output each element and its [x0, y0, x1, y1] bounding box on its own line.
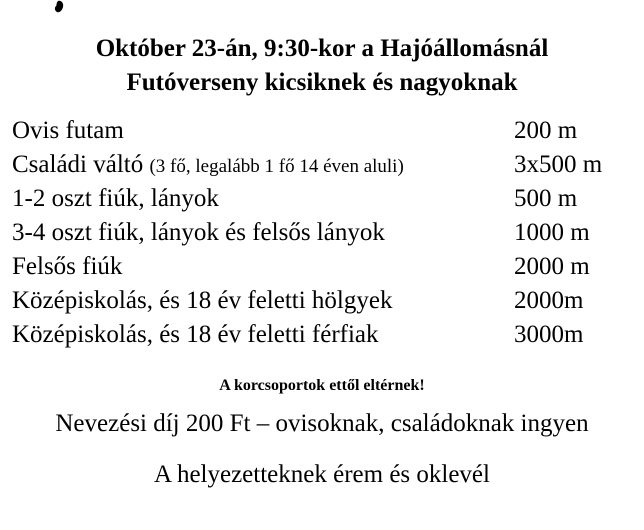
event-distance: 500 m [514, 185, 578, 212]
event-distance: 2000 m [514, 253, 590, 280]
event-row [12, 148, 632, 182]
event-distance: 2000m [514, 287, 584, 314]
event-name-wrap [12, 216, 385, 250]
event-name: Középiskolás, és 18 év feletti hölgyek [12, 287, 393, 314]
events-list [12, 114, 632, 352]
event-distance: 3x500 m [514, 151, 603, 178]
event-distance: 1000 m [514, 219, 590, 246]
ink-blot-icon [52, 0, 66, 14]
event-name: 1-2 oszt fiúk, lányok [12, 185, 219, 212]
age-group-warning: A korcsoportok ettől eltérnek! [219, 377, 425, 394]
event-name: Családi váltó [12, 151, 150, 178]
entry-fee: Nevezési díj 200 Ft – ovisoknak, családoknak ingyen [55, 410, 589, 437]
event-name: 3-4 oszt fiúk, lányok és felsős lányok [12, 219, 385, 246]
event-name: Ovis futam [12, 117, 124, 144]
event-row [12, 318, 632, 352]
title-event: Futóverseny kicsiknek és nagyoknak [126, 69, 518, 96]
event-row [12, 284, 632, 318]
event-distance: 200 m [514, 117, 578, 144]
event-name-wrap [12, 250, 122, 284]
event-row [12, 216, 632, 250]
award-note: A helyezetteknek érem és oklevél [154, 461, 490, 488]
event-name-wrap [12, 182, 219, 216]
event-distance: 3000m [514, 321, 584, 348]
event-row [12, 114, 632, 148]
event-row [12, 250, 632, 284]
event-name: Középiskolás, és 18 év feletti férfiak [12, 321, 379, 348]
event-note: (3 fő, legalább 1 fő 14 éven aluli) [149, 156, 404, 177]
event-name: Felsős fiúk [12, 253, 123, 280]
event-name-wrap [12, 114, 124, 148]
event-name-wrap [12, 148, 404, 184]
title-date-location: Október 23-án, 9:30-kor a Hajóállomásnál [95, 35, 549, 62]
event-row [12, 182, 632, 216]
event-name-wrap [12, 318, 379, 352]
event-name-wrap [12, 284, 392, 318]
